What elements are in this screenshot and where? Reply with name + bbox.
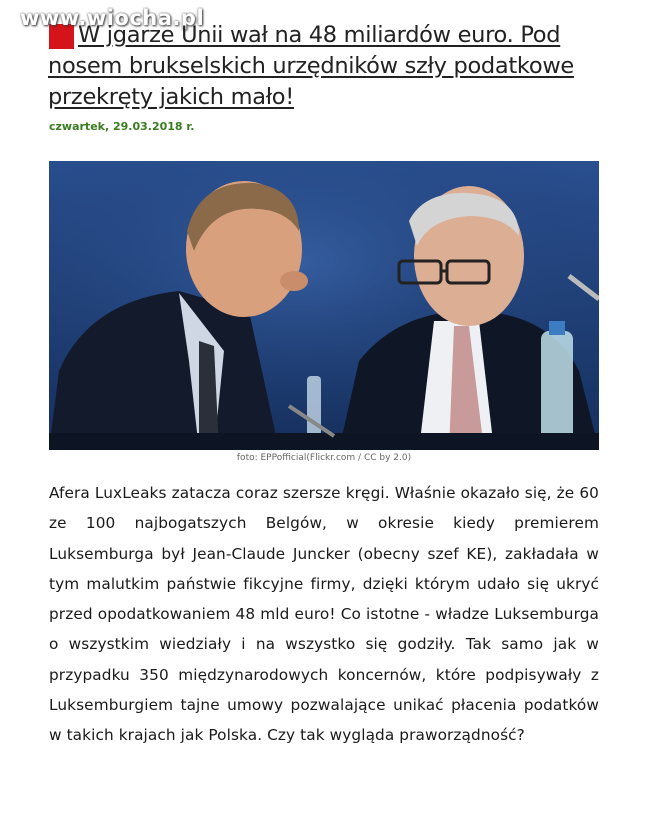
photo-caption: foto: EPPofficial(Flickr.com / CC by 2.0) — [236, 453, 412, 463]
article-date: czwartek, 29.03.2018 r. — [49, 120, 195, 133]
article-body: Afera LuxLeaks zatacza coraz szersze kręgi. Właśnie okazało się, że 60 ze 100 najbogatszych Belgów, w okresie kiedy premierem Luksemburga był Jean-Claude Juncker (obecny szef KE), zakładała w tym malutkim państwie fikcyjne firmy, dzięki którym udało się ukryć przed opodatkowaniem 48 mld euro! Co istotne - władze Luksemburga o wszystkim wiedziały i na wszystko się godziły. Tak samo jak w przypadku 350 międzynarodowych koncernów, które podpisywały z Luksemburgiem tajne umowy pozwalające unikać płacenia podatków w takich krajach jak Polska. Czy tak wygląda praworządność? — [49, 484, 599, 745]
article-title-link[interactable] — [48, 20, 608, 113]
article-photo — [49, 161, 599, 450]
article-title: W jgarze Unii wał na 48 miliardów euro. Pod nosem brukselskich urzędników szły podatkowe przekręty jakich mało! — [48, 22, 574, 110]
watermark-logo: www.wiocha.pl — [20, 6, 205, 30]
